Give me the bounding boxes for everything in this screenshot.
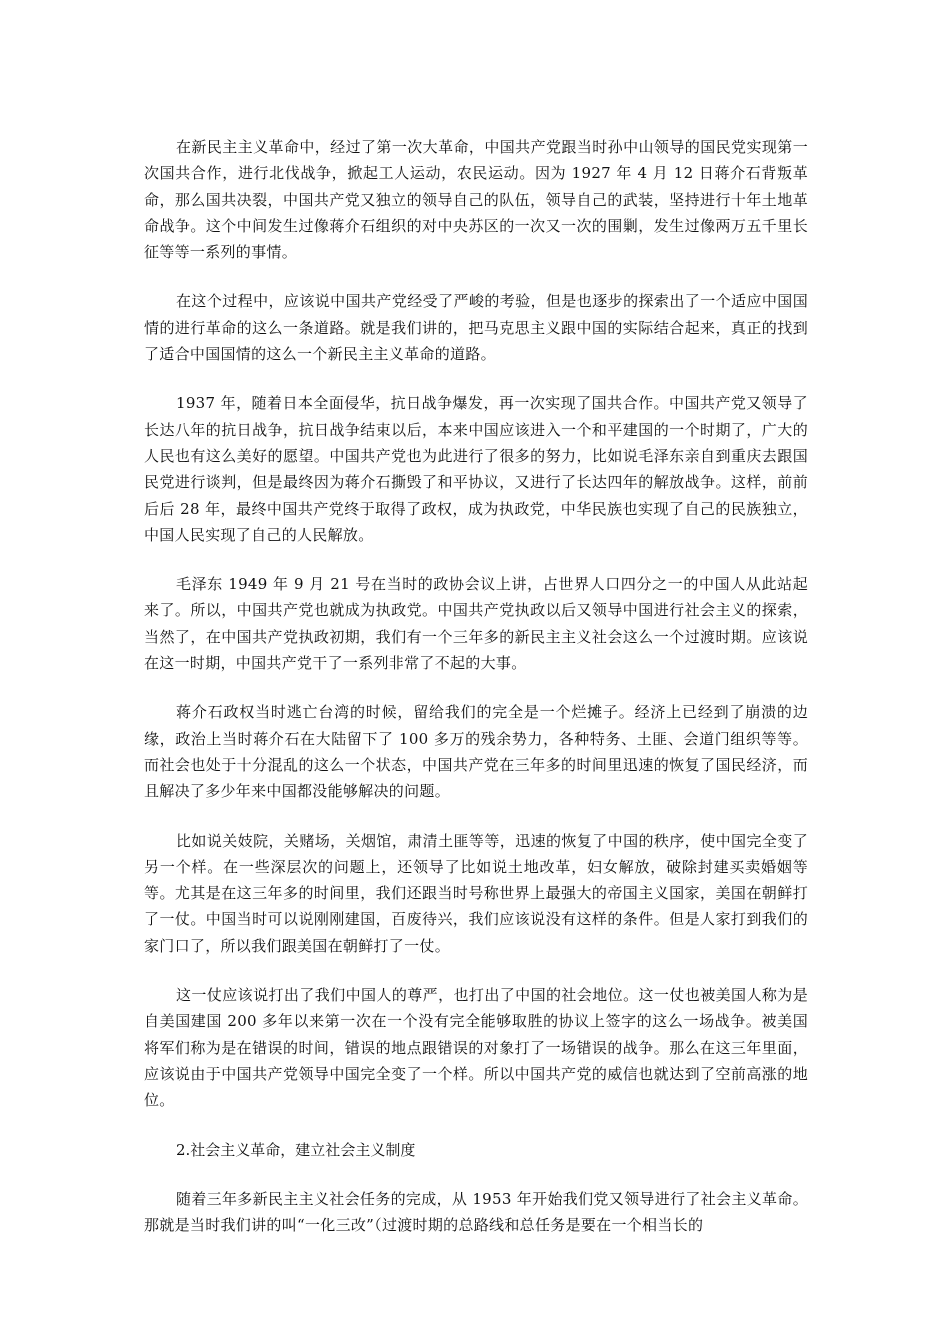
paragraph-anti-japanese-war: 1937 年，随着日本全面侵华，抗日战争爆发，再一次实现了国共合作。中国共产党又领导了长达八年的抗日战争，抗日战争结束以后，本来中国应该进入一个和平建国的一个时期了，广大的人民也有这么美好的愿望。中国共产党也为此进行了很多的努力，比如说毛泽东亲自到重庆去跟国民党进行谈判，但是最终因为蒋介石撕毁了和平协议，又进行了长达四年的解放战争。这样，前前后后 28 年，最终中国共产党终于取得了政权，成为执政党，中华民族也实现了自己的民族独立，中国人民实现了自己的人民解放。 [144,394,808,544]
paragraph-socialist-revolution: 随着三年多新民主主义社会任务的完成，从 1953 年开始我们党又领导进行了社会主义革命。那就是当时我们讲的叫“一化三改”（过渡时期的总路线和总任务是要在一个相当长的 [144,1189,808,1235]
paragraph-economic-recovery: 蒋介石政权当时逃亡台湾的时候，留给我们的完全是一个烂摊子。经济上已经到了崩溃的边缘，政治上当时蒋介石在大陆留下了 100 多万的残余势力，各种特务、土匪、会道门组织等等。而社会也处于十分混乱的这么一个状态，中国共产党在三年多的时间里迅速的恢复了国民经济，而且解决了多少年来中国都没能够解决的问题。 [144,703,808,801]
paragraph-korean-war: 这一仗应该说打出了我们中国人的尊严，也打出了中国的社会地位。这一仗也被美国人称为是自美国建国 200 多年以来第一次在一个没有完全能够取胜的协议上签字的这么一场战争。被美国将军们称为是在错误的时间，错误的地点跟错误的对象打了一场错误的战争。那么在这三年里面，应该说由于中国共产党领导中国完全变了一个样。所以中国共产党的威信也就达到了空前高涨的地位。 [144,986,808,1110]
section-heading: 2.社会主义革命，建立社会主义制度 [176,1140,416,1159]
paragraph-first-civil-war: 在新民主主义革命中，经过了第一次大革命，中国共产党跟当时孙中山领导的国民党实现第一次国共合作，进行北伐战争，掀起工人运动，农民运动。因为 1927 年 4 月 12 日蒋介石背叛革命，那么国共决裂，中国共产党又独立的领导自己的队伍，领导自己的武装，坚持进行十年土地革命战争。这个中间发生过像蒋介石组织的对中央苏区的一次又一次的围剿，发生过像两万五千里长征等等一系列的事情。 [144,138,808,262]
paragraph-founding-1949: 毛泽东 1949 年 9 月 21 号在当时的政协会议上讲，占世界人口四分之一的中国人从此站起来了。所以，中国共产党也就成为执政党。中国共产党执政以后又领导中国进行社会主义的探索，当然了，在中国共产党执政初期，我们有一个三年多的新民主主义社会这么一个过渡时期。应该说在这一时期，中国共产党干了一系列非常了不起的大事。 [144,575,808,673]
paragraph-revolutionary-path: 在这个过程中，应该说中国共产党经受了严峻的考验，但是也逐步的探索出了一个适应中国国情的进行革命的这么一条道路。就是我们讲的，把马克思主义跟中国的实际结合起来，真正的找到了适合中国国情的这么一个新民主主义革命的道路。 [144,292,808,364]
document-page [144,134,808,1261]
paragraph-social-reform: 比如说关妓院，关赌场，关烟馆，肃清土匪等等，迅速的恢复了中国的秩序，使中国完全变了另一个样。在一些深层次的问题上，还领导了比如说土地改革，妇女解放，破除封建买卖婚姻等等。尤其是在这三年多的时间里，我们还跟当时号称世界上最强大的帝国主义国家，美国在朝鲜打了一仗。中国当时可以说刚刚建国，百废待兴，我们应该说没有这样的条件。但是人家打到我们的家门口了，所以我们跟美国在朝鲜打了一仗。 [144,831,808,955]
